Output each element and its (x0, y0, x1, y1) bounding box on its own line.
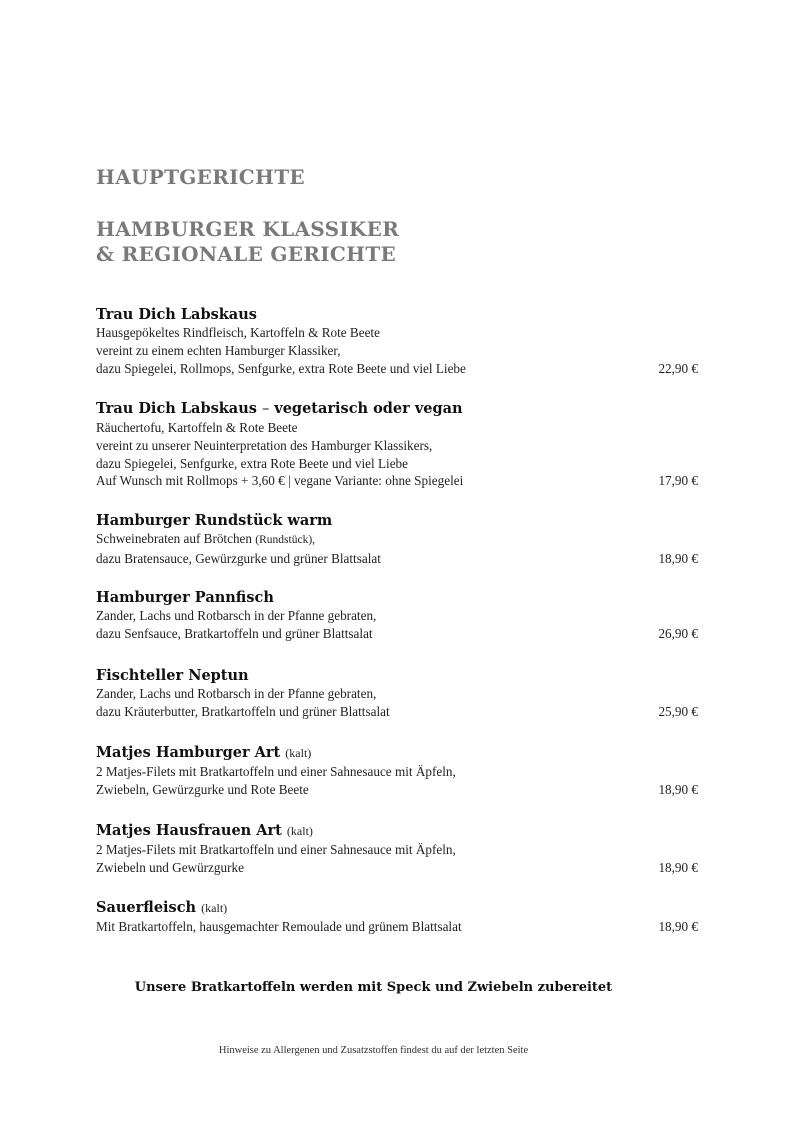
dish-description-line: 2 Matjes-Filets mit Bratkartoffeln und einer Sahnesauce mit Äpfeln, (96, 764, 456, 779)
dish-note: (kalt) (285, 746, 312, 760)
dish-description-aside: (Rundstück), (255, 534, 316, 546)
section-title-line-1: HAMBURGER KLASSIKER (96, 217, 400, 241)
dish-description-line: Mit Bratkartoffeln, hausgemachter Remoulade und grünem Blattsalat (96, 919, 462, 934)
dish-name: Trau Dich Labskaus (96, 400, 257, 417)
dish-description-line: dazu Kräuterbutter, Bratkartoffeln und grüner Blattsalat (96, 703, 390, 719)
dish-description-line: Hausgepökeltes Rindfleisch, Kartoffeln & Rote Beete (96, 325, 380, 340)
bratkartoffeln-note-text: Unsere Bratkartoffeln werden mit Speck und Zwiebeln zubereitet (134, 980, 613, 995)
dish-name: Hamburger Rundstück warm (96, 512, 333, 529)
dish-name-row (96, 821, 698, 841)
dish-price: 18,90 € (658, 919, 698, 934)
section-title-line-2: & REGIONALE GERICHTE (96, 242, 397, 266)
section-title (96, 217, 399, 267)
dish-description-line: vereint zu einem echten Hamburger Klassiker, (96, 342, 341, 358)
dish-description-line: dazu Spiegelei, Senfgurke, extra Rote Beete und viel Liebe (96, 455, 408, 471)
dish-name: Hamburger Pannfisch (96, 589, 274, 606)
menu-item-fischteller (96, 666, 698, 721)
dish-name: Matjes Hausfrauen Art (96, 822, 282, 839)
menu-item-matjes-hamburger (96, 743, 698, 799)
page-title: HAUPTGERICHTE (96, 165, 305, 189)
dish-price: 26,90 € (658, 625, 698, 641)
dish-name: Trau Dich Labskaus (96, 306, 257, 323)
menu-item-pannfisch (96, 588, 698, 643)
menu-item-rundstueck (96, 511, 698, 568)
bratkartoffeln-note (0, 980, 793, 995)
allergen-note (0, 1045, 793, 1056)
dish-description-line: Zwiebeln, Gewürzgurke und Rote Beete (96, 781, 309, 797)
dish-description-line: Auf Wunsch mit Rollmops + 3,60 € | vegane Variante: ohne Spiegelei (96, 473, 464, 489)
dish-description-text: Schweinebraten auf Brötchen (96, 531, 256, 546)
dish-name: Matjes Hamburger Art (96, 744, 281, 761)
dish-name-row (96, 898, 698, 918)
dish-description-line: 2 Matjes-Filets mit Bratkartoffeln und einer Sahnesauce mit Äpfeln, (96, 842, 456, 857)
menu-item-labskaus-veggie (96, 399, 698, 490)
menu-item-sauerfleisch (96, 898, 698, 936)
dish-description-line: dazu Senfsauce, Bratkartoffeln und grüner Blattsalat (96, 625, 373, 641)
dish-name-row (96, 743, 698, 763)
dish-description-line: Zander, Lachs und Rotbarsch in der Pfanne gebraten, (96, 608, 377, 623)
dish-name: Sauerfleisch (96, 899, 197, 916)
dish-price: 18,90 € (658, 550, 698, 566)
dish-price: 18,90 € (658, 859, 698, 875)
menu-item-matjes-hausfrauen (96, 821, 698, 877)
dish-variant: vegetarisch oder vegan (274, 400, 463, 417)
dish-price: 18,90 € (658, 781, 698, 797)
dish-name-separator: – (261, 401, 270, 417)
dish-note: (kalt) (201, 901, 228, 915)
allergen-note-text: Hinweise zu Allergenen und Zusatzstoffen findest du auf der letzten Seite (218, 1045, 529, 1056)
dish-name-row (96, 399, 698, 419)
dish-description-line: Zander, Lachs und Rotbarsch in der Pfanne gebraten, (96, 686, 377, 701)
dish-description-line: vereint zu unserer Neuinterpretation des Hamburger Klassikers, (96, 437, 433, 453)
dish-description-line: dazu Spiegelei, Rollmops, Senfgurke, extra Rote Beete und viel Liebe (96, 360, 466, 376)
dish-description-line (96, 530, 698, 550)
dish-price: 25,90 € (658, 703, 698, 719)
dish-description-line: dazu Bratensauce, Gewürzgurke und grüner Blattsalat (96, 550, 381, 566)
dish-description-line: Zwiebeln und Gewürzgurke (96, 859, 244, 875)
dish-name: Fischteller Neptun (96, 667, 249, 684)
dish-price: 22,90 € (658, 360, 698, 376)
dish-price: 17,90 € (658, 473, 698, 489)
dish-description-line: Räuchertofu, Kartoffeln & Rote Beete (96, 420, 298, 435)
dish-note: (kalt) (286, 824, 313, 838)
menu-item-labskaus (96, 305, 698, 377)
